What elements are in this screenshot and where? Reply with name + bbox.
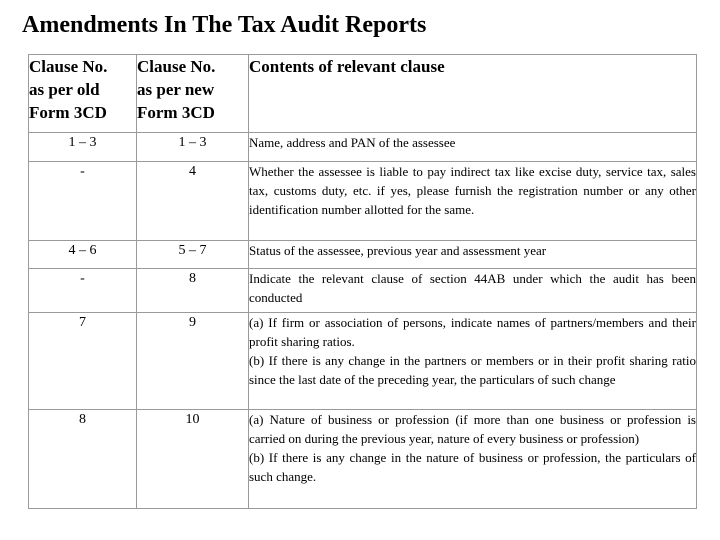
contents-cell (249, 269, 697, 313)
old-clause-cell: 4 – 6 (29, 241, 137, 269)
header-old-clause (29, 55, 137, 133)
new-clause-cell: 9 (137, 313, 249, 410)
header-old-line3: Form 3CD (29, 103, 107, 122)
contents-text-a: (a) If firm or association of persons, indicate names of partners/members and their profit sharing ratios. (249, 315, 696, 349)
contents-text: Name, address and PAN of the assessee (249, 135, 456, 150)
contents-text: Status of the assessee, previous year and assessment year (249, 243, 547, 258)
contents-cell (249, 241, 697, 269)
table-row (29, 410, 697, 509)
table-row (29, 133, 697, 162)
old-clause-cell: 1 – 3 (29, 133, 137, 162)
table-row (29, 241, 697, 269)
contents-cell (249, 162, 697, 241)
amendments-table (28, 54, 697, 509)
header-contents: Contents of relevant clause (249, 55, 697, 133)
contents-text-a: (a) Nature of business or profession (if more than one business or profession is carried on during the previous year, nature of every business or profession) (249, 412, 696, 446)
contents-cell (249, 133, 697, 162)
header-new-line2: as per new (137, 80, 215, 99)
old-clause-cell: 8 (29, 410, 137, 509)
contents-text: Indicate the relevant clause of section 44AB under which the audit has been conducted (249, 271, 696, 305)
contents-cell (249, 410, 697, 509)
old-clause-cell: - (29, 269, 137, 313)
contents-cell (249, 313, 697, 410)
table-row (29, 313, 697, 410)
new-clause-cell: 1 – 3 (137, 133, 249, 162)
header-new-line1: Clause No. (137, 57, 216, 76)
header-old-line1: Clause No. (29, 57, 108, 76)
table-row (29, 162, 697, 241)
header-old-line2: as per old (29, 80, 100, 99)
contents-text-b: (b) If there is any change in the nature of business or profession, the particulars of such change. (249, 450, 696, 484)
contents-text: Whether the assessee is liable to pay indirect tax like excise duty, service tax, sales tax, customs duty, etc. if yes, please furnish the registration number or any other identification number allotted for the same. (249, 164, 696, 217)
contents-text-b: (b) If there is any change in the partners or members or in their profit sharing ratio since the last date of the preceding year, the particulars of such change (249, 353, 696, 387)
header-new-line3: Form 3CD (137, 103, 215, 122)
new-clause-cell: 5 – 7 (137, 241, 249, 269)
new-clause-cell: 10 (137, 410, 249, 509)
header-new-clause (137, 55, 249, 133)
page-title: Amendments In The Tax Audit Reports (22, 12, 427, 38)
old-clause-cell: - (29, 162, 137, 241)
table-row (29, 269, 697, 313)
old-clause-cell: 7 (29, 313, 137, 410)
new-clause-cell: 4 (137, 162, 249, 241)
table-header-row (29, 55, 697, 133)
new-clause-cell: 8 (137, 269, 249, 313)
